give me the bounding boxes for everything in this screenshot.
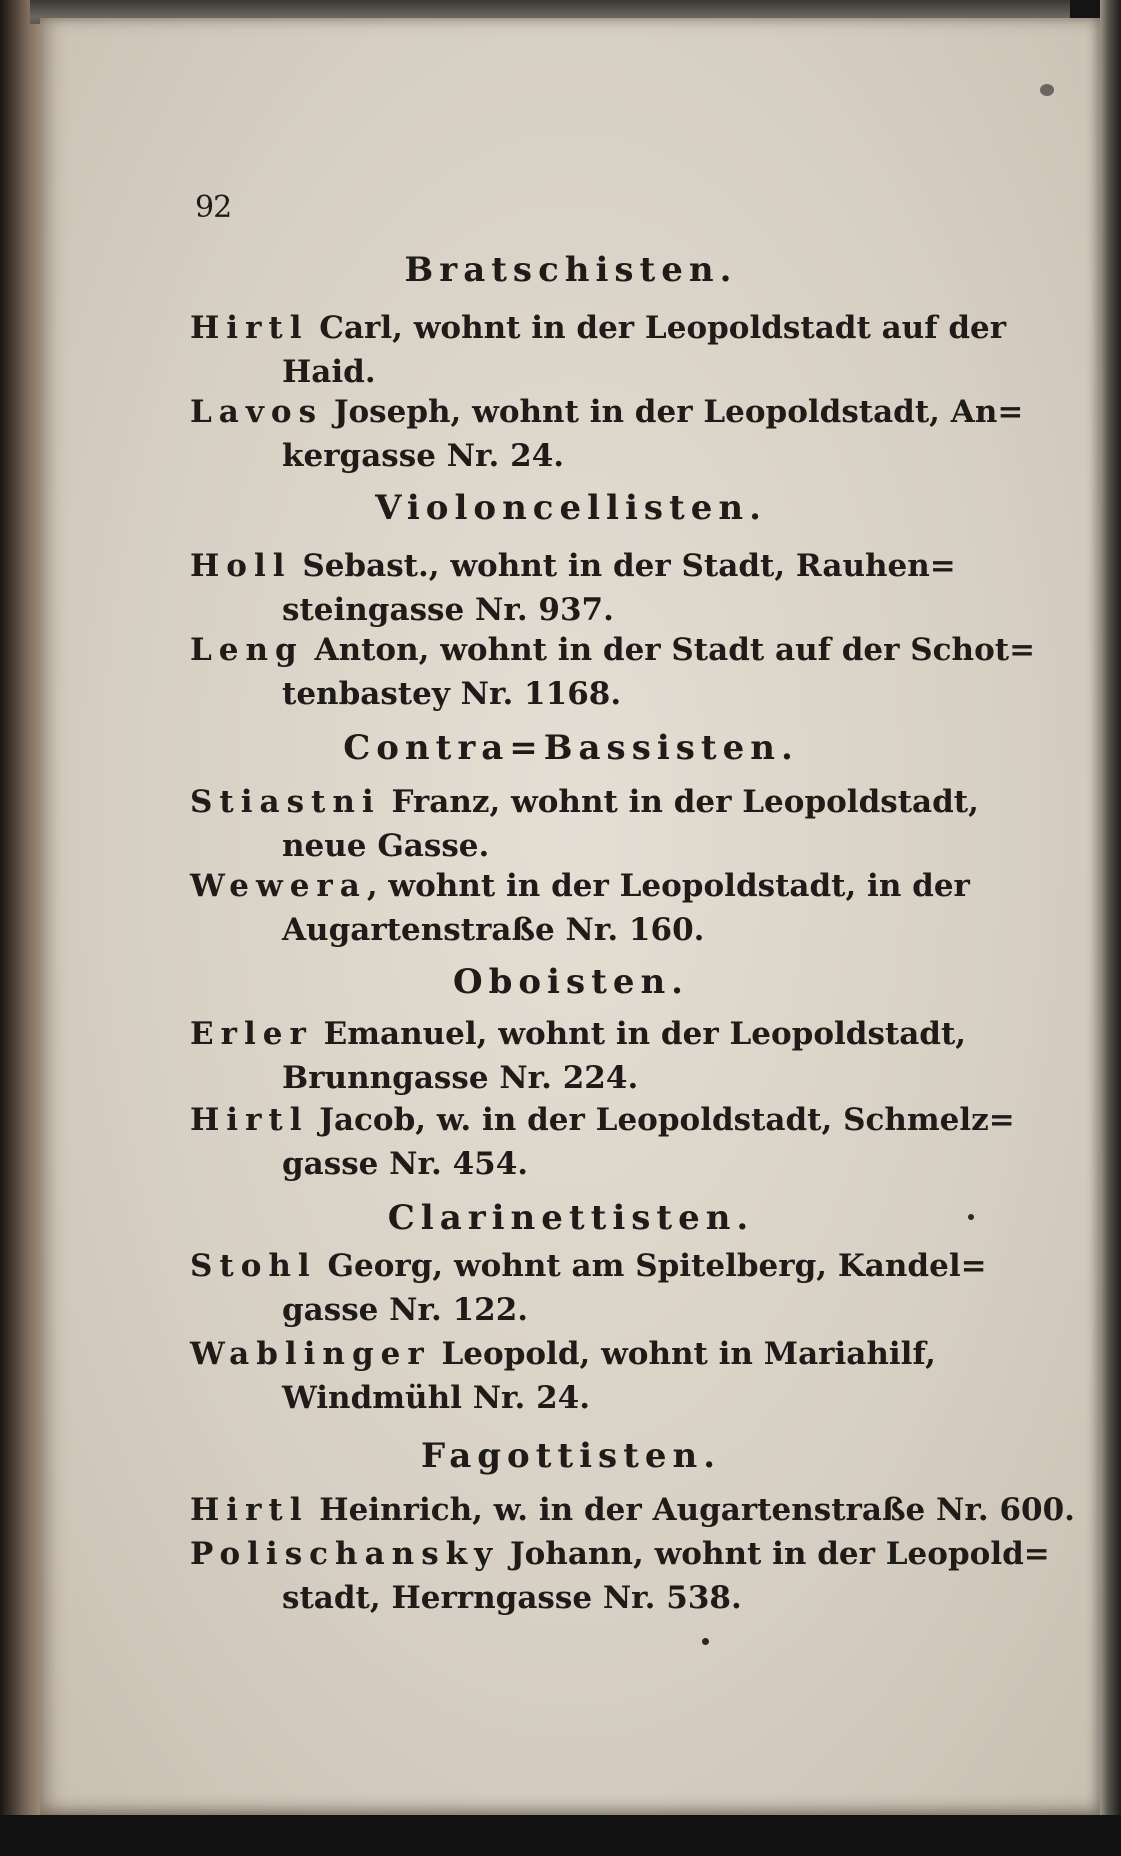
- entry-continuation: Haid.: [282, 354, 376, 390]
- entry-erler-emanuel: [190, 1012, 1040, 1100]
- entry-wewera: [190, 864, 1040, 952]
- ink-fleck: [968, 1214, 974, 1220]
- entry-text: Leopold, wohnt in Mariahilf,: [430, 1336, 936, 1372]
- entry-text: Jacob, w. in der Leopoldstadt, Schmelz=: [308, 1102, 1015, 1138]
- section-heading-fagottisten: Fagottisten.: [420, 1436, 722, 1476]
- entry-continuation: stadt, Herrngasse Nr. 538.: [282, 1580, 742, 1616]
- entry-holl-sebast: [190, 544, 1040, 632]
- entry-name: Stiastni: [190, 784, 381, 820]
- entry-name: Hirtl: [190, 310, 309, 346]
- entry-name: Wablinger: [190, 1336, 431, 1372]
- entry-continuation: Augartenstraße Nr. 160.: [282, 912, 705, 948]
- entry-hirtl-jacob: [190, 1098, 1040, 1186]
- entry-name: Wewera: [190, 868, 367, 904]
- entry-stohl-georg: [190, 1244, 1040, 1332]
- entry-name: Leng: [190, 632, 304, 668]
- entry-text: , wohnt in der Leopoldstadt, in der: [366, 868, 970, 904]
- page-content: [40, 18, 1102, 1816]
- entry-name: Hirtl: [190, 1102, 309, 1138]
- entry-continuation: Brunngasse Nr. 224.: [282, 1060, 639, 1096]
- entry-text: Anton, wohnt in der Stadt auf der Schot=: [303, 632, 1036, 668]
- scan-background: [0, 1815, 1121, 1856]
- entry-text: Georg, wohnt am Spitelberg, Kandel=: [316, 1248, 987, 1284]
- section-heading-bratschisten: Bratschisten.: [404, 250, 738, 290]
- entry-leng-anton: [190, 628, 1040, 716]
- entry-text: Heinrich, w. in der Augartenstraße Nr. 600.: [308, 1492, 1075, 1528]
- entry-name: Lavos: [190, 394, 324, 430]
- entry-continuation: gasse Nr. 122.: [282, 1292, 529, 1328]
- book-right-edge: [1100, 0, 1121, 1856]
- entry-continuation: gasse Nr. 454.: [282, 1146, 529, 1182]
- entry-wablinger-leopold: [190, 1332, 1040, 1420]
- entry-continuation: steingasse Nr. 937.: [282, 592, 614, 628]
- section-heading-contra-bassisten: Contra=Bassisten.: [343, 728, 799, 768]
- section-heading-violoncellisten: Violoncellisten.: [375, 488, 767, 528]
- entry-lavos-joseph: [190, 390, 1040, 478]
- entry-name: Stohl: [190, 1248, 317, 1284]
- entry-hirtl-carl: [190, 306, 1040, 394]
- paper-spot: [1040, 84, 1054, 96]
- entry-continuation: kergasse Nr. 24.: [282, 438, 565, 474]
- entry-polischansky-johann: [190, 1532, 1050, 1620]
- entry-continuation: neue Gasse.: [282, 828, 490, 864]
- entry-text: Johann, wohnt in der Leopold=: [499, 1536, 1050, 1572]
- entry-text: Franz, wohnt in der Leopoldstadt,: [380, 784, 979, 820]
- section-heading-oboisten: Oboisten.: [452, 962, 690, 1002]
- entry-stiastni-franz: [190, 780, 1040, 868]
- entry-name: Polischansky: [190, 1536, 500, 1572]
- entry-continuation: Windmühl Nr. 24.: [282, 1380, 591, 1416]
- section-heading-clarinettisten: Clarinettisten.: [387, 1198, 755, 1238]
- ink-fleck: [702, 1638, 709, 1645]
- entry-text: Carl, wohnt in der Leopoldstadt auf der: [308, 310, 1007, 346]
- entry-text: Sebast., wohnt in der Stadt, Rauhen=: [291, 548, 956, 584]
- entry-name: Holl: [190, 548, 292, 584]
- entry-name: Erler: [190, 1016, 313, 1052]
- entry-name: Hirtl: [190, 1492, 309, 1528]
- entry-text: Emanuel, wohnt in der Leopoldstadt,: [312, 1016, 967, 1052]
- entry-hirtl-heinrich: [190, 1488, 1075, 1532]
- entry-continuation: tenbastey Nr. 1168.: [282, 676, 622, 712]
- page-number: 92: [195, 190, 232, 225]
- entry-text: Joseph, wohnt in der Leopoldstadt, An=: [323, 394, 1024, 430]
